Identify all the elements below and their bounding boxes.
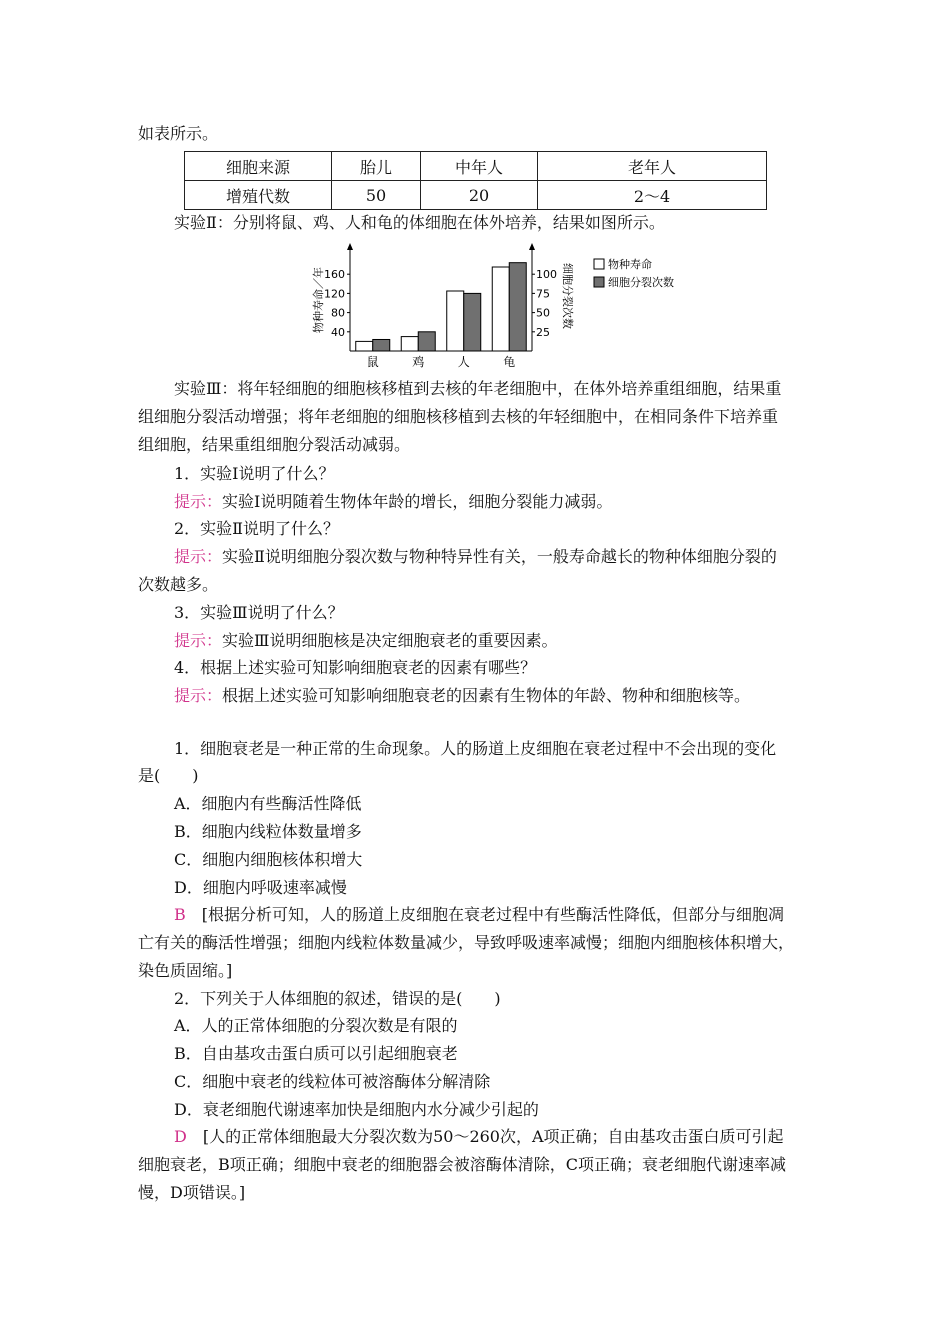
- right-axis-label: 细胞分裂次数: [561, 263, 574, 329]
- category-label: 龟: [503, 355, 516, 369]
- left-tick-label: 160: [324, 268, 345, 282]
- answer-letter: D: [174, 1127, 187, 1146]
- exercise-2-option-a: A．人的正常体细胞的分裂次数是有限的: [174, 1016, 458, 1035]
- table-cell: 胎儿: [332, 152, 421, 181]
- exercise-1-explanation-line2: 亡有关的酶活性增强；细胞内线粒体数量减少，导致呼吸速率减慢；细胞内细胞核体积增大，: [138, 933, 795, 952]
- bar-lifespan: [447, 291, 464, 351]
- exercise-2-option-b: B．自由基攻击蛋白质可以引起细胞衰老: [174, 1044, 458, 1063]
- bar-lifespan: [492, 267, 509, 351]
- answer-2-line1: 实验Ⅱ说明细胞分裂次数与物种特异性有关，一般寿命越长的物种体细胞分裂的: [222, 547, 777, 566]
- hint-4: [174, 685, 750, 707]
- answer-letter: B: [174, 905, 186, 924]
- answer-2-line2: 次数越多。: [138, 575, 219, 594]
- exercise-1-option-a: A．细胞内有些酶活性降低: [174, 794, 362, 813]
- hint-label: 提示：: [174, 631, 223, 650]
- bar-divisions: [464, 293, 481, 351]
- answer-4: 根据上述实验可知影响细胞衰老的因素有生物体的年龄、物种和细胞核等。: [222, 686, 751, 705]
- legend-swatch: [594, 259, 604, 269]
- bar-divisions: [373, 339, 390, 351]
- exercise-1-option-b: B．细胞内线粒体数量增多: [174, 822, 362, 841]
- right-tick-label: 50: [536, 306, 550, 320]
- right-tick-label: 25: [536, 325, 550, 339]
- left-tick-label: 120: [324, 287, 345, 301]
- exercise-1-explanation-line1: [174, 904, 784, 926]
- legend-swatch: [594, 277, 604, 287]
- explanation-text: [根据分析可知，人的肠道上皮细胞在衰老过程中有些酶活性降低，但部分与细胞凋: [201, 905, 785, 924]
- legend-label: 细胞分裂次数: [608, 276, 674, 289]
- table-row: [185, 181, 767, 210]
- hint-label: 提示：: [174, 547, 223, 566]
- bar-chart: [300, 240, 700, 370]
- left-axis-arrow: [347, 243, 353, 250]
- question-1: 1．实验Ⅰ说明了什么？: [174, 464, 335, 483]
- table-cell: 20: [421, 181, 538, 210]
- explanation-text: [人的正常体细胞最大分裂次数为50～260次，A项正确；自由基攻击蛋白质可引起: [202, 1127, 784, 1146]
- question-3: 3．实验Ⅲ说明了什么？: [174, 603, 344, 622]
- experiment-3-line1: 实验Ⅲ：将年轻细胞的细胞核移植到去核的年老细胞中，在体外培养重组细胞，结果重: [174, 379, 782, 398]
- right-axis-arrow: [529, 243, 535, 250]
- left-axis-label: 物种寿命／年: [312, 267, 325, 333]
- chart-bars: [356, 263, 527, 351]
- experiment-2-text: 实验Ⅱ：分别将鼠、鸡、人和龟的体细胞在体外培养，结果如图所示。: [174, 213, 665, 232]
- bar-lifespan: [401, 337, 418, 351]
- exercise-2-explanation-line1: [174, 1126, 784, 1148]
- exercise-1-stem-line2: 是( ): [138, 766, 199, 785]
- category-label: 人: [457, 355, 470, 369]
- category-label: 鸡: [412, 355, 425, 369]
- exercise-1-explanation-line3: 染色质固缩。]: [138, 961, 233, 980]
- hint-label: 提示：: [174, 492, 223, 511]
- hint-1: [174, 491, 612, 513]
- bar-lifespan: [356, 341, 373, 351]
- table-cell: 2～4: [538, 181, 767, 210]
- table-cell: 细胞来源: [185, 152, 332, 181]
- exercise-2-stem: 2．下列关于人体细胞的叙述，错误的是( ): [174, 989, 501, 1008]
- left-tick-label: 40: [331, 325, 345, 339]
- experiment-3-line3: 组细胞，结果重组细胞分裂活动减弱。: [138, 435, 411, 454]
- left-tick-label: 80: [331, 306, 345, 320]
- question-4: 4．根据上述实验可知影响细胞衰老的因素有哪些？: [174, 658, 537, 677]
- exercise-2-option-d: D．衰老细胞代谢速率加快是细胞内水分减少引起的: [174, 1100, 539, 1119]
- bar-divisions: [418, 332, 435, 351]
- cell-proliferation-table: [184, 151, 767, 210]
- exercise-2-explanation-line2: 细胞衰老，B项正确；细胞中衰老的细胞器会被溶酶体清除，C项正确；衰老细胞代谢速率减: [138, 1155, 787, 1174]
- answer-1: 实验Ⅰ说明随着生物体年龄的增长，细胞分裂能力减弱。: [222, 492, 613, 511]
- category-label: 鼠: [366, 355, 379, 369]
- table-cell: 中年人: [421, 152, 538, 181]
- hint-3: [174, 630, 557, 652]
- exercise-1-option-d: D．细胞内呼吸速率减慢: [174, 878, 347, 897]
- table-cell: 增殖代数: [185, 181, 332, 210]
- intro-line: 如表所示。: [138, 124, 219, 143]
- table-cell: 老年人: [538, 152, 767, 181]
- right-tick-label: 100: [536, 268, 557, 282]
- legend-label: 物种寿命: [608, 258, 652, 271]
- hint-label: 提示：: [174, 686, 223, 705]
- exercise-1-stem-line1: 1．细胞衰老是一种正常的生命现象。人的肠道上皮细胞在衰老过程中不会出现的变化: [174, 739, 777, 758]
- answer-3: 实验Ⅲ说明细胞核是决定细胞衰老的重要因素。: [222, 631, 558, 650]
- experiment-3-line2: 组细胞分裂活动增强；将年老细胞的细胞核移植到去核的年轻细胞中，在相同条件下培养重: [138, 407, 779, 426]
- exercise-1-option-c: C．细胞内细胞核体积增大: [174, 850, 363, 869]
- exercise-2-option-c: C．细胞中衰老的线粒体可被溶酶体分解清除: [174, 1072, 491, 1091]
- right-tick-label: 75: [536, 287, 550, 301]
- hint-2: [174, 546, 777, 568]
- exercise-2-explanation-line3: 慢，D项错误。]: [138, 1183, 246, 1202]
- question-2: 2．实验Ⅱ说明了什么？: [174, 519, 340, 538]
- bar-divisions: [509, 263, 526, 351]
- table-cell: 50: [332, 181, 421, 210]
- table-row: [185, 152, 767, 181]
